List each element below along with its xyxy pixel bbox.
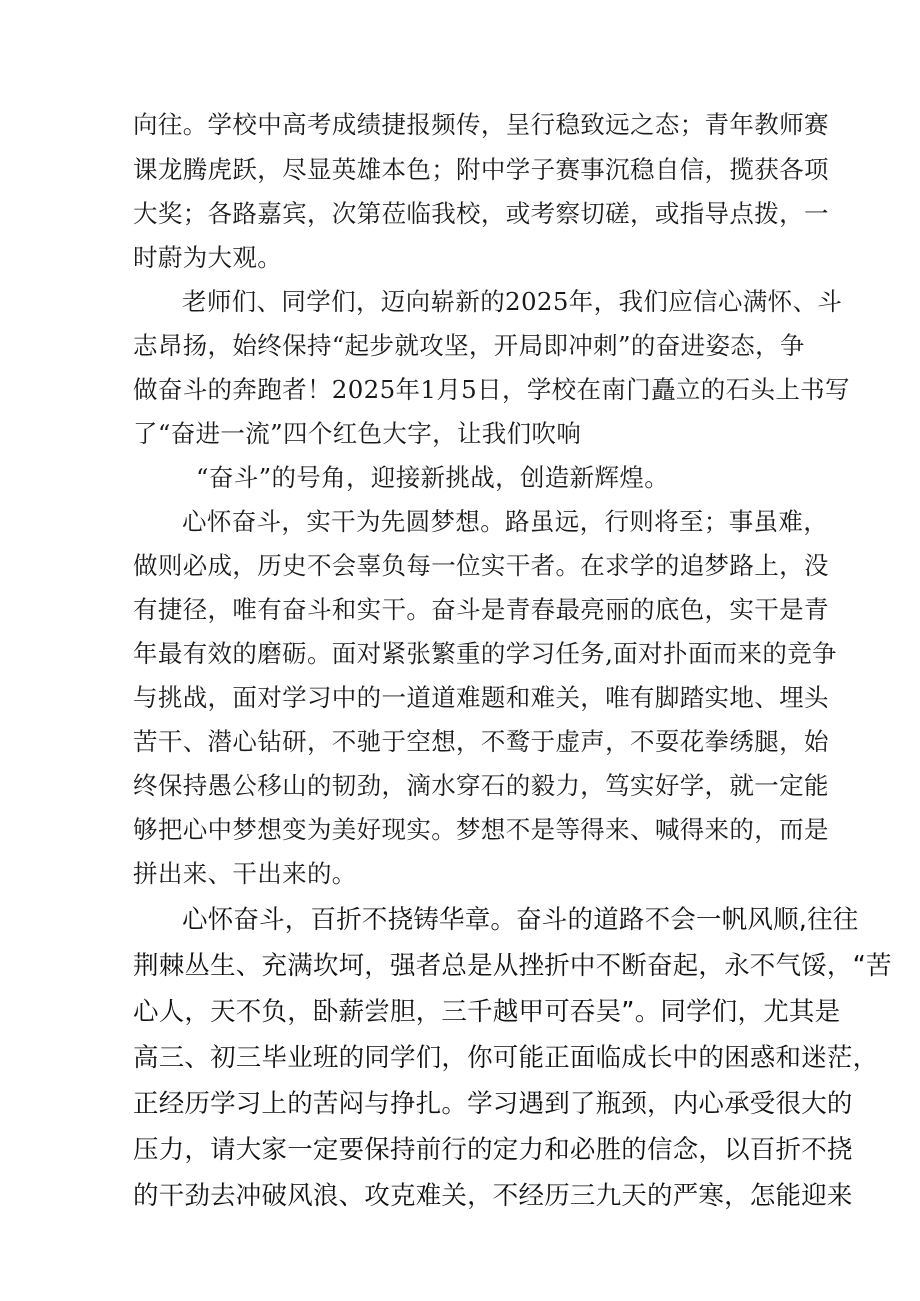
text-line: 与挑战，面对学习中的一道道难题和难关，唯有脚踏实地、埋头 <box>133 683 829 712</box>
text-line: 高三、初三毕业班的同学们，你可能正面临成长中的困惑和迷茫， <box>133 1043 879 1073</box>
text-line: 志昂扬，始终保持“起步就攻坚，开局即冲刺”的奋进姿态，争 <box>133 331 805 360</box>
text-line: 终保持愚公移山的韧劲，滴水穿石的毅力，笃实好学，就一定能 <box>133 771 829 800</box>
text-line: 心怀奋斗，实干为先圆梦想。路虽远，行则将至；事虽难， <box>182 507 829 536</box>
text-line: 荆棘丛生、充满坎坷，强者总是从挫折中不断奋起，永不气馁，“苦 <box>133 951 892 981</box>
text-line: 老师们、同学们，迈向崭新的2025年，我们应信心满怀、斗 <box>182 287 843 316</box>
text-line: 做则必成，历史不会辜负每一位实干者。在求学的追梦路上，没 <box>133 551 829 580</box>
text-line: “奋斗”的号角，迎接新挑战，创造新辉煌。 <box>196 463 670 492</box>
text-line: 心人，天不负，卧薪尝胆，三千越甲可吞吴”。同学们，尤其是 <box>133 997 841 1027</box>
text-line: 课龙腾虎跃，尽显英雄本色；附中学子赛事沉稳自信，揽获各项 <box>133 155 829 184</box>
text-line: 够把心中梦想变为美好现实。梦想不是等得来、喊得来的，而是 <box>133 815 829 844</box>
text-line: 压力，请大家一定要保持前行的定力和必胜的信念，以百折不挠 <box>133 1135 853 1165</box>
text-line: 向往。学校中高考成绩捷报频传，呈行稳致远之态；青年教师赛 <box>133 110 829 139</box>
text-line: 苦干、潜心钻研，不驰于空想，不鹜于虚声，不耍花拳绣腿，始 <box>133 727 829 756</box>
text-line: 时蔚为大观。 <box>133 243 283 272</box>
text-line: 做奋斗的奔跑者！2025年1月5日，学校在南门矗立的石头上书写 <box>133 375 850 404</box>
text-line: 有捷径，唯有奋斗和实干。奋斗是青春最亮丽的底色，实干是青 <box>133 595 829 624</box>
text-line: 年最有效的磨砺。面对紧张繁重的学习任务,面对扑面而来的竞争 <box>133 639 837 668</box>
text-line: 正经历学习上的苦闷与挣扎。学习遇到了瓶颈，内心承受很大的 <box>133 1089 853 1119</box>
text-line: 心怀奋斗，百折不挠铸华章。奋斗的道路不会一帆风顺,往往 <box>182 905 859 935</box>
text-line: 了“奋进一流”四个红色大字，让我们吹响 <box>133 419 582 448</box>
text-line: 拼出来、干出来的。 <box>133 859 357 888</box>
text-line: 大奖；各路嘉宾，次第莅临我校，或考察切磋，或指导点拨，一 <box>133 199 829 228</box>
text-line: 的干劲去冲破风浪、攻克难关，不经历三九天的严寒，怎能迎来 <box>133 1181 853 1211</box>
